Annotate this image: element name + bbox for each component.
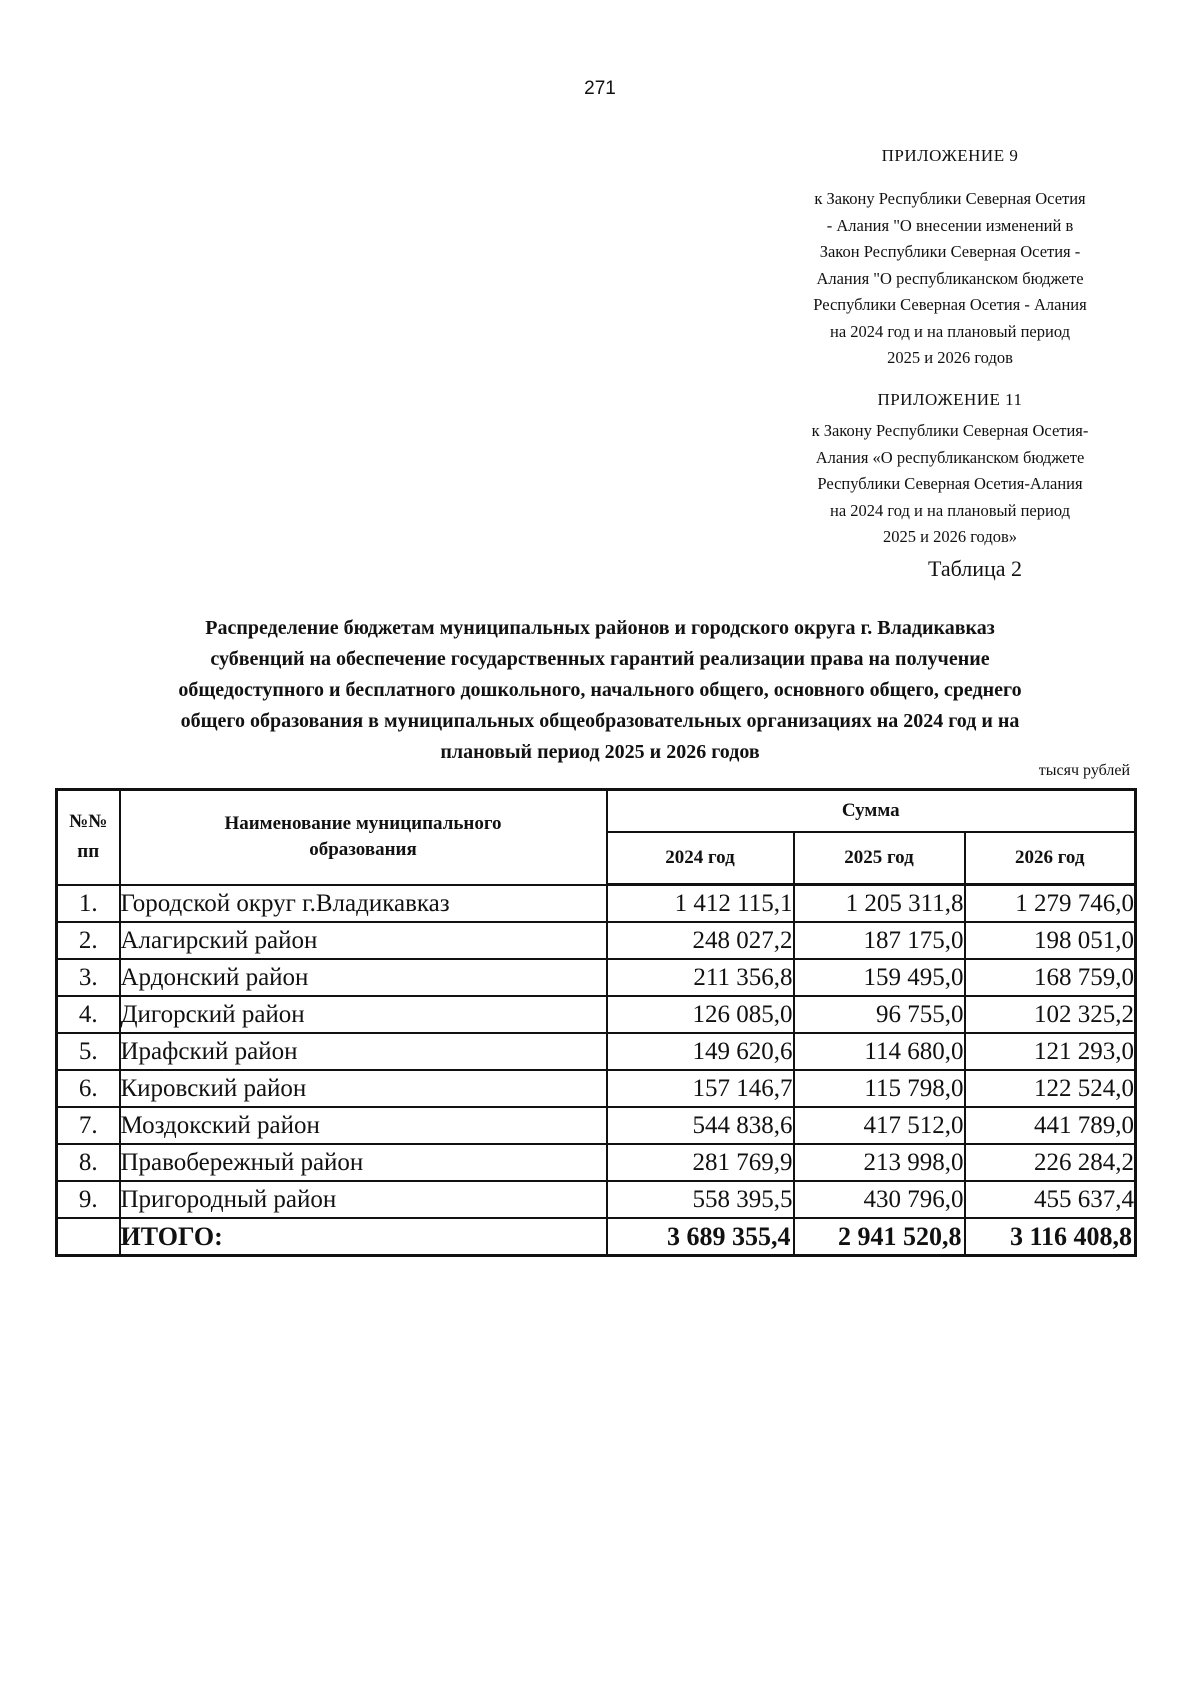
amount-2024: 211 356,8 (607, 959, 794, 996)
appendix-11-title: ПРИЛОЖЕНИЕ 11 (877, 390, 1023, 409)
amount-2024: 544 838,6 (607, 1107, 794, 1144)
table-row (57, 922, 1136, 959)
appendix-11-line: 2025 и 2026 годов» (882, 527, 1018, 546)
amount-2026: 198 051,0 (965, 922, 1136, 959)
total-2024: 3 689 355,4 (607, 1218, 794, 1256)
header-number (57, 790, 120, 885)
municipality-name: Ардонский район (120, 959, 607, 996)
table-row (57, 1033, 1136, 1070)
total-label: ИТОГО: (120, 1218, 607, 1256)
appendix-11-line: на 2024 год и на плановый период (830, 500, 1070, 520)
header-number-line1: №№ (69, 811, 108, 833)
header-year-2024: 2024 год (607, 832, 794, 885)
header-number-line2: пп (77, 841, 100, 863)
total-number-cell (57, 1218, 120, 1256)
header-name-line2: образования (309, 839, 417, 861)
header-year-2025: 2025 год (794, 832, 965, 885)
appendix-11-text (790, 418, 1110, 551)
amount-2026: 102 325,2 (965, 996, 1136, 1033)
amount-2026: 122 524,0 (965, 1070, 1136, 1107)
amount-2025: 159 495,0 (794, 959, 965, 996)
appendix-11-line: Алания «О республиканском бюджете (815, 447, 1085, 467)
table-row (57, 1070, 1136, 1107)
row-number: 8. (57, 1144, 120, 1181)
header-name-line1: Наименование муниципального (224, 813, 502, 835)
row-number: 5. (57, 1033, 120, 1070)
document-title (60, 613, 1140, 768)
municipality-name: Дигорский район (120, 996, 607, 1033)
amount-2024: 126 085,0 (607, 996, 794, 1033)
row-number: 6. (57, 1070, 120, 1107)
amount-2024: 248 027,2 (607, 922, 794, 959)
municipality-name: Алагирский район (120, 922, 607, 959)
municipality-name: Городской округ г.Владикавказ (120, 885, 607, 923)
header-year-2026: 2026 год (965, 832, 1136, 885)
amount-2024: 1 412 115,1 (607, 885, 794, 923)
table-row (57, 1144, 1136, 1181)
row-number: 2. (57, 922, 120, 959)
title-line: общедоступного и бесплатного дошкольного, начального общего, основного общего, среднего (178, 679, 1022, 701)
title-line: субвенций на обеспечение государственных гарантий реализации права на получение (210, 648, 990, 670)
appendix-9-line: к Закону Республики Северная Осетия (814, 189, 1086, 208)
table-row (57, 959, 1136, 996)
amount-2026: 441 789,0 (965, 1107, 1136, 1144)
table-row (57, 996, 1136, 1033)
amount-2024: 149 620,6 (607, 1033, 794, 1070)
title-line: плановый период 2025 и 2026 годов (440, 741, 760, 763)
municipality-name: Ирафский район (120, 1033, 607, 1070)
appendix-11-line: Республики Северная Осетия-Алания (817, 474, 1083, 493)
title-line: Распределение бюджетам муниципальных районов и городского округа г. Владикавказ (205, 617, 995, 639)
total-2026: 3 116 408,8 (965, 1218, 1136, 1256)
header-sum: Сумма (607, 790, 1136, 833)
appendix-9-line: на 2024 год и на плановый период (830, 321, 1070, 341)
appendix-9-line: Республики Северная Осетия - Алания (813, 295, 1087, 314)
amount-2025: 417 512,0 (794, 1107, 965, 1144)
amount-2024: 157 146,7 (607, 1070, 794, 1107)
amount-2026: 121 293,0 (965, 1033, 1136, 1070)
appendix-9-line: Закон Республики Северная Осетия - (819, 242, 1081, 261)
appendix-9-text (790, 186, 1110, 372)
row-number: 1. (57, 885, 120, 923)
amount-2026: 1 279 746,0 (965, 885, 1136, 923)
amount-2025: 187 175,0 (794, 922, 965, 959)
amount-2026: 168 759,0 (965, 959, 1136, 996)
units-label: тысяч рублей (1038, 762, 1130, 779)
amount-2024: 558 395,5 (607, 1181, 794, 1218)
subvention-table (55, 788, 1137, 1257)
amount-2025: 1 205 311,8 (794, 885, 965, 923)
header-name (120, 790, 607, 885)
row-number: 9. (57, 1181, 120, 1218)
appendix-9-line: Алания "О республиканском бюджете (816, 268, 1084, 288)
table-row (57, 885, 1136, 923)
amount-2024: 281 769,9 (607, 1144, 794, 1181)
appendix-9-line: 2025 и 2026 годов (887, 348, 1013, 367)
municipality-name: Правобережный район (120, 1144, 607, 1181)
table-label: Таблица 2 (927, 556, 1023, 581)
row-number: 7. (57, 1107, 120, 1144)
appendix-9-title: ПРИЛОЖЕНИЕ 9 (881, 146, 1019, 165)
amount-2025: 114 680,0 (794, 1033, 965, 1070)
amount-2025: 96 755,0 (794, 996, 965, 1033)
table-row (57, 1181, 1136, 1218)
title-line: общего образования в муниципальных общеобразовательных организациях на 2024 год и на (180, 710, 1020, 732)
amount-2026: 455 637,4 (965, 1181, 1136, 1218)
amount-2025: 430 796,0 (794, 1181, 965, 1218)
municipality-name: Пригородный район (120, 1181, 607, 1218)
total-row (57, 1218, 1136, 1256)
total-2025: 2 941 520,8 (794, 1218, 965, 1256)
amount-2025: 115 798,0 (794, 1070, 965, 1107)
municipality-name: Кировский район (120, 1070, 607, 1107)
table-row (57, 1107, 1136, 1144)
appendix-9-line: - Алания "О внесении изменений в (826, 215, 1074, 235)
amount-2026: 226 284,2 (965, 1144, 1136, 1181)
amount-2025: 213 998,0 (794, 1144, 965, 1181)
municipality-name: Моздокский район (120, 1107, 607, 1144)
appendix-11-line: к Закону Республики Северная Осетия- (811, 421, 1089, 440)
page-number: 271 (584, 78, 616, 99)
row-number: 4. (57, 996, 120, 1033)
row-number: 3. (57, 959, 120, 996)
